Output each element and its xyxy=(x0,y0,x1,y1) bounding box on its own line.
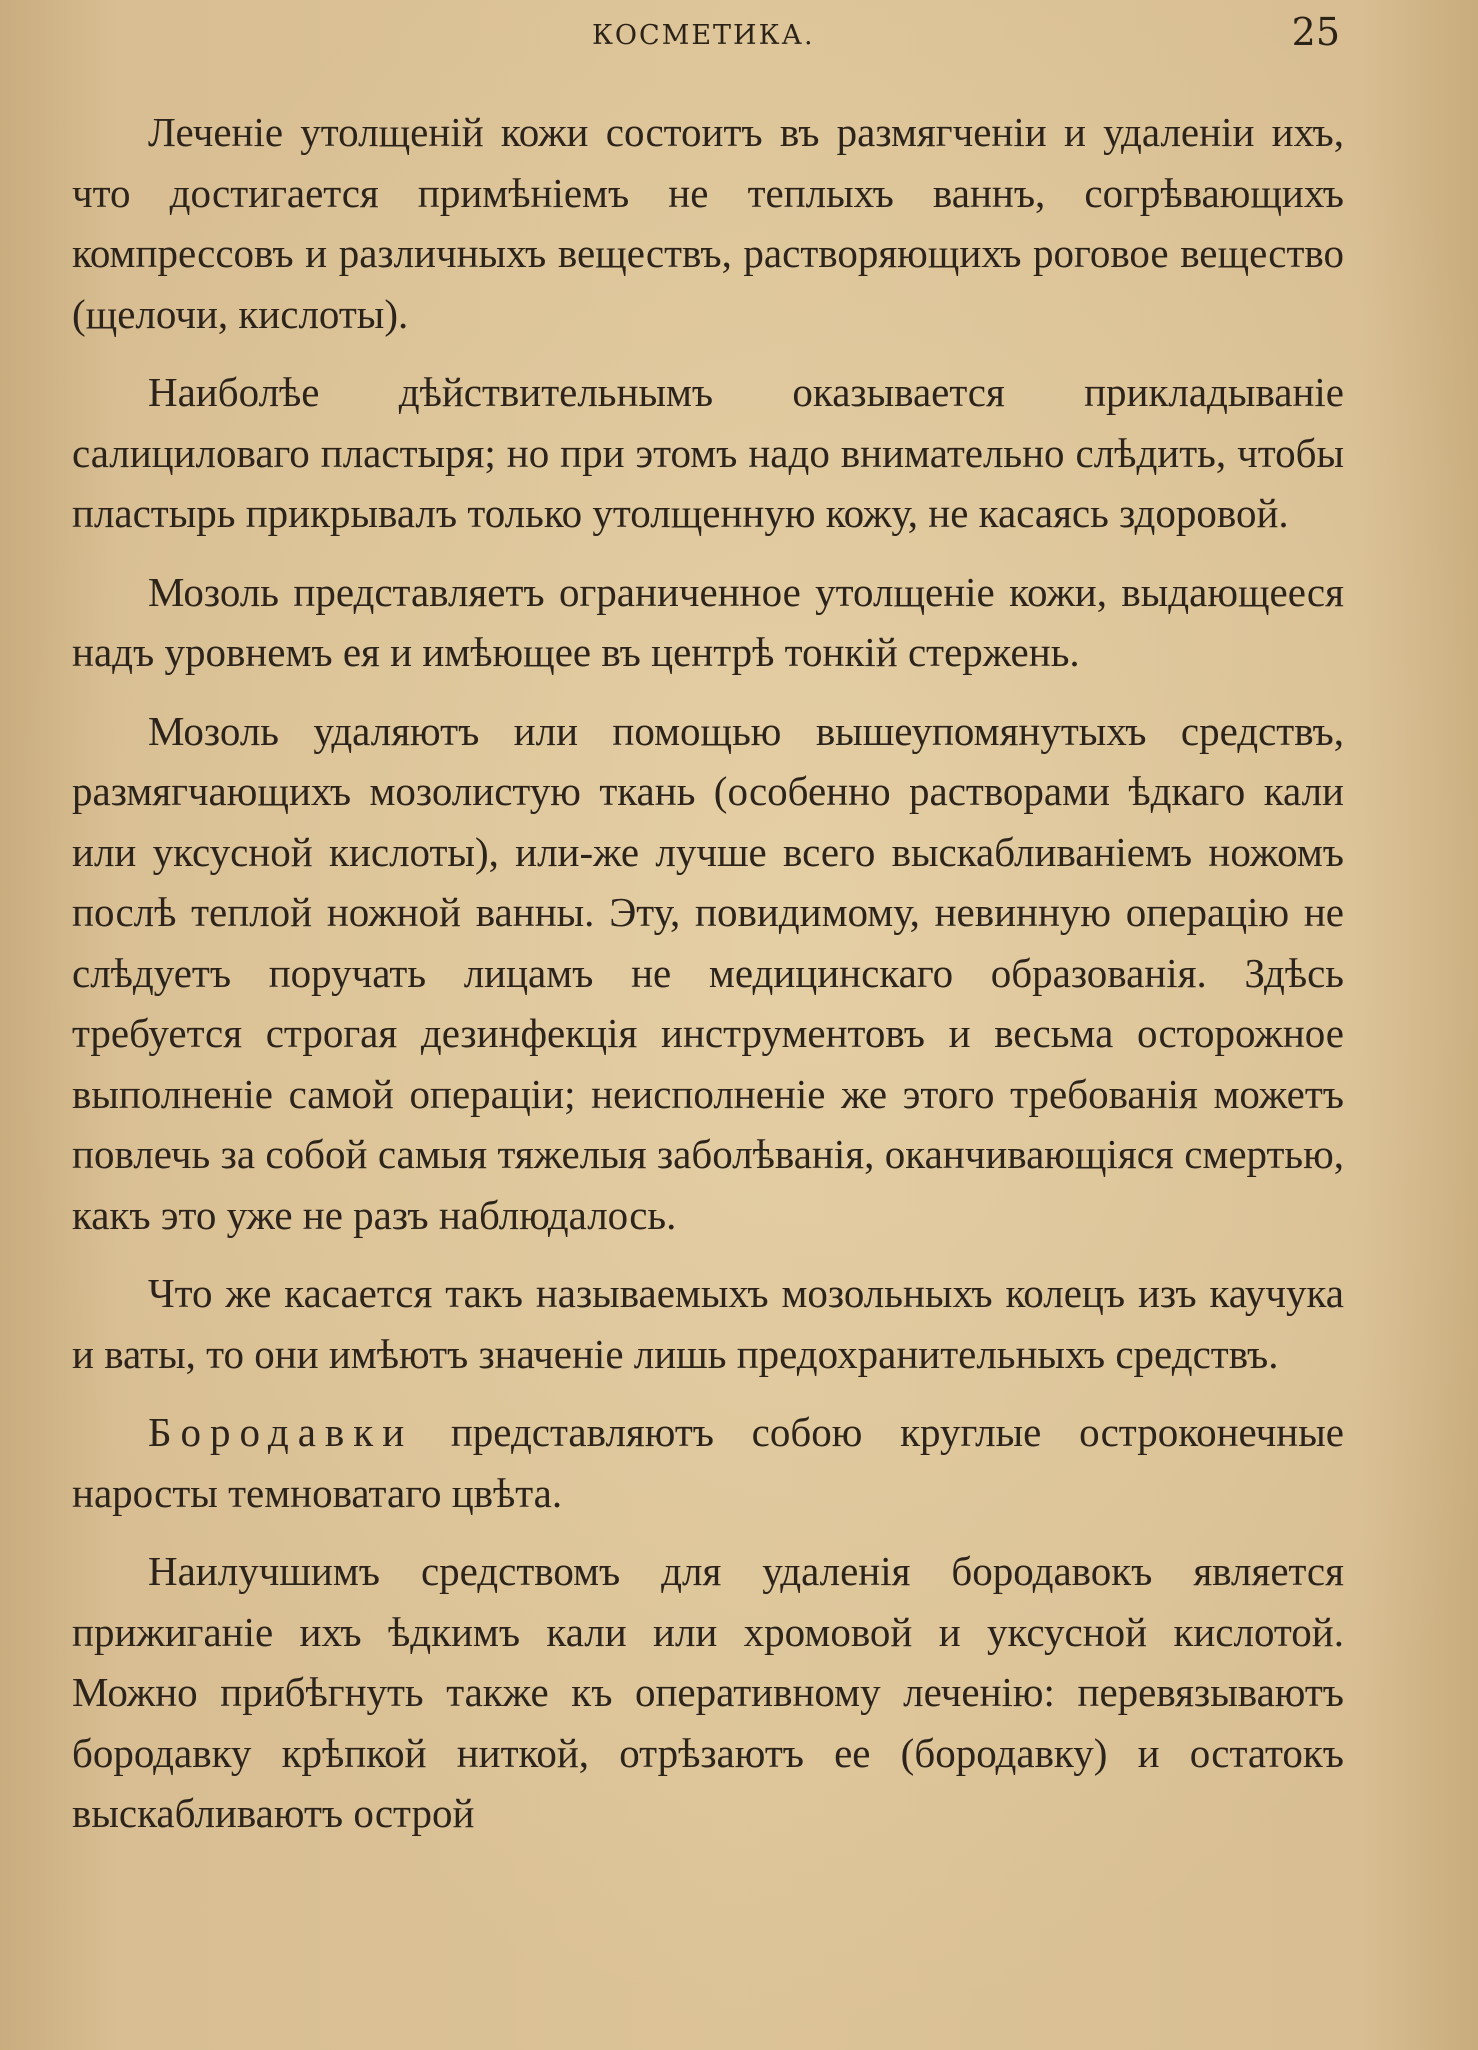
body-text xyxy=(72,102,1344,1862)
paragraph: Мозоль удаляютъ или помощью вышеупомянутыхъ средствъ, размягчающихъ мозолистую ткань (особенно растворами ѣдкаго кали или уксусной кислоты), или-же лучше всего выскабливаніемъ ножомъ послѣ теплой ножной ванны. Эту, повидимому, невинную операцію не слѣдуетъ поручать лицамъ не медицинскаго образованія. Здѣсь требуется строгая дезинфекція инструментовъ и весьма осторожное выполненіе самой операціи; неисполненіе же этого требованія можетъ повлечь за собой самыя тяжелыя заболѣванія, оканчивающіяся смертью, какъ это уже не разъ наблюдалось. xyxy=(72,707,1344,1238)
paragraph: Наиболѣе дѣйствительнымъ оказывается прикладываніе салициловаго пластыря; но при этомъ надо внимательно слѣдить, чтобы пластырь прикрывалъ только утолщенную кожу, не касаясь здоровой. xyxy=(72,369,1344,536)
paragraph: Что же касается такъ называемыхъ мозольныхъ колецъ изъ каучука и ваты, то они имѣютъ значеніе лишь предохранительныхъ средствъ. xyxy=(72,1270,1344,1377)
paragraph: Мозоль представляетъ ограниченное утолщеніе кожи, выдающееся надъ уровнемъ ея и имѣющее въ центрѣ тонкій стержень. xyxy=(72,568,1344,675)
emphasized-term: Бородавки xyxy=(148,1409,414,1455)
running-head xyxy=(70,10,1340,60)
page-number: 25 xyxy=(1291,10,1340,54)
paragraph xyxy=(72,1402,1344,1523)
paragraph-text: представляютъ собою круглые остроконечные наросты темноватаго цвѣта. xyxy=(72,1409,1344,1516)
paragraph: Наилучшимъ средствомъ для удаленія бородавокъ является прижиганіе ихъ ѣдкимъ кали или хромовой и уксусной кислотой. Можно прибѣгнуть также къ оперативному леченію: перевязываютъ бородавку крѣпкой ниткой, отрѣзаютъ ее (бородавку) и остатокъ выскабливаютъ острой xyxy=(72,1548,1344,1836)
paragraph: Леченіе утолщеній кожи состоитъ въ размягченіи и удаленіи ихъ, что достигается примѣніемъ не теплыхъ ваннъ, согрѣвающихъ компрессовъ и различныхъ веществъ, растворяющихъ роговое вещество (щелочи, кислоты). xyxy=(72,109,1344,337)
running-title: КОСМЕТИКА. xyxy=(592,20,815,51)
